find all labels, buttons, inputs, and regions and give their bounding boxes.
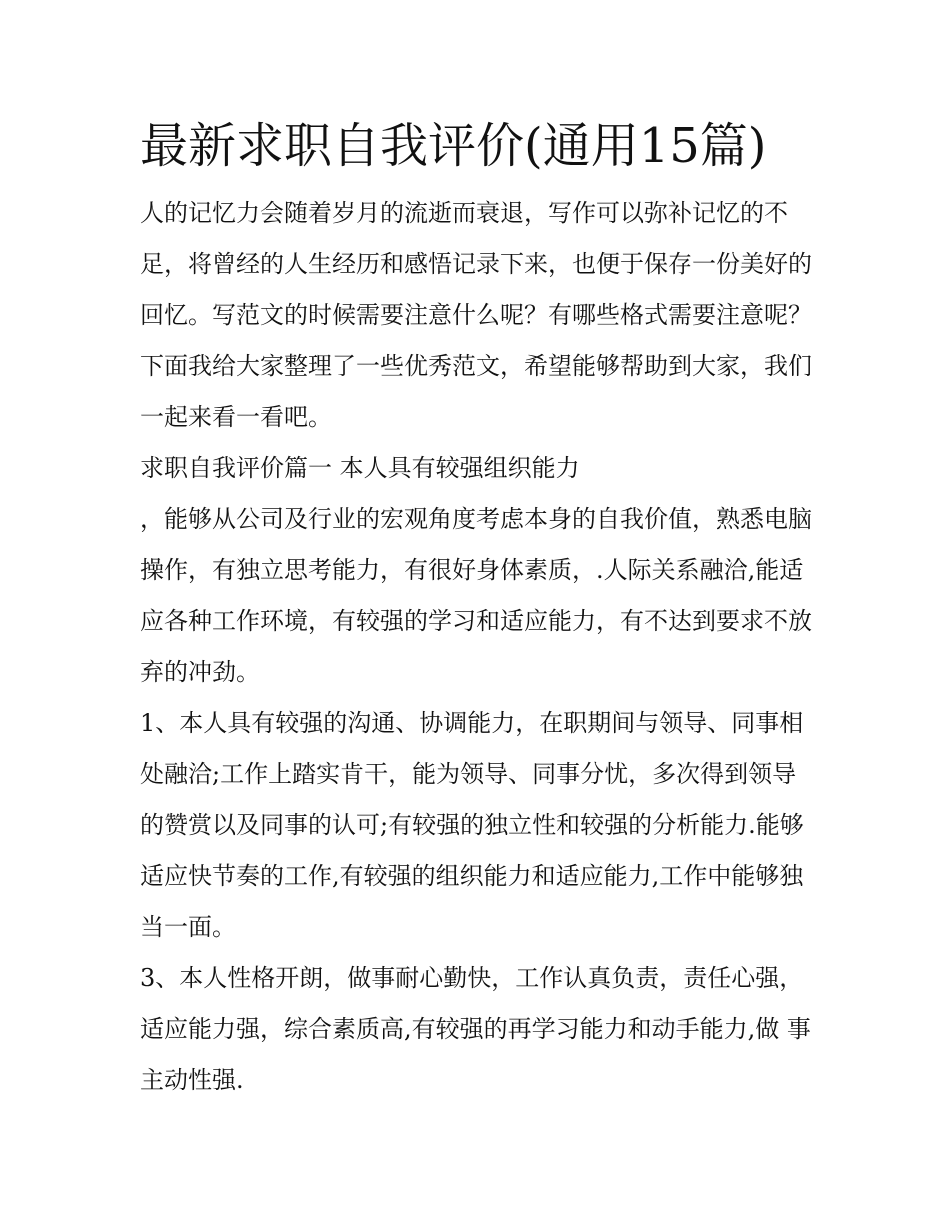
body-paragraph-3: 3、本人性格开朗，做事耐心勤快，工作认真负责，责任心强，适应能力强，综合素质高,有较强的再学习能力和动手能力,做 事主动性强. — [140, 964, 811, 1094]
intro-paragraph: 人的记忆力会随着岁月的流逝而衰退，写作可以弥补记忆的不足，将曾经的人生经历和感悟记录下来，也便于保存一份美好的回忆。写范文的时候需要注意什么呢？有哪些格式需要注意呢？下面我给大家整理了一些优秀范文，希望能够帮助到大家，我们一起来看一看吧。 — [140, 199, 812, 431]
body-paragraph-2: 1、本人具有较强的沟通、协调能力，在职期间与领导、同事相处融洽;工作上踏实肯干，能为领导、同事分忧，多次得到领导的赞赏以及同事的认可;有较强的独立性和较强的分析能力.能够适应快节奏的工作,有较强的组织能力和适应能力,工作中能够独当一面。 — [140, 709, 804, 941]
document-page — [140, 112, 815, 1106]
body-paragraph-1: ，能够从公司及行业的宏观角度考虑本身的自我价值，熟悉电脑操作，有独立思考能力，有很好身体素质，.人际关系融洽,能适应各种工作环境，有较强的学习和适应能力，有不达到要求不放弃的冲劲。 — [140, 505, 812, 686]
section-heading: 求职自我评价篇一 本人具有较强组织能力 — [140, 454, 580, 482]
document-title: 最新求职自我评价(通用15篇) — [140, 118, 767, 174]
